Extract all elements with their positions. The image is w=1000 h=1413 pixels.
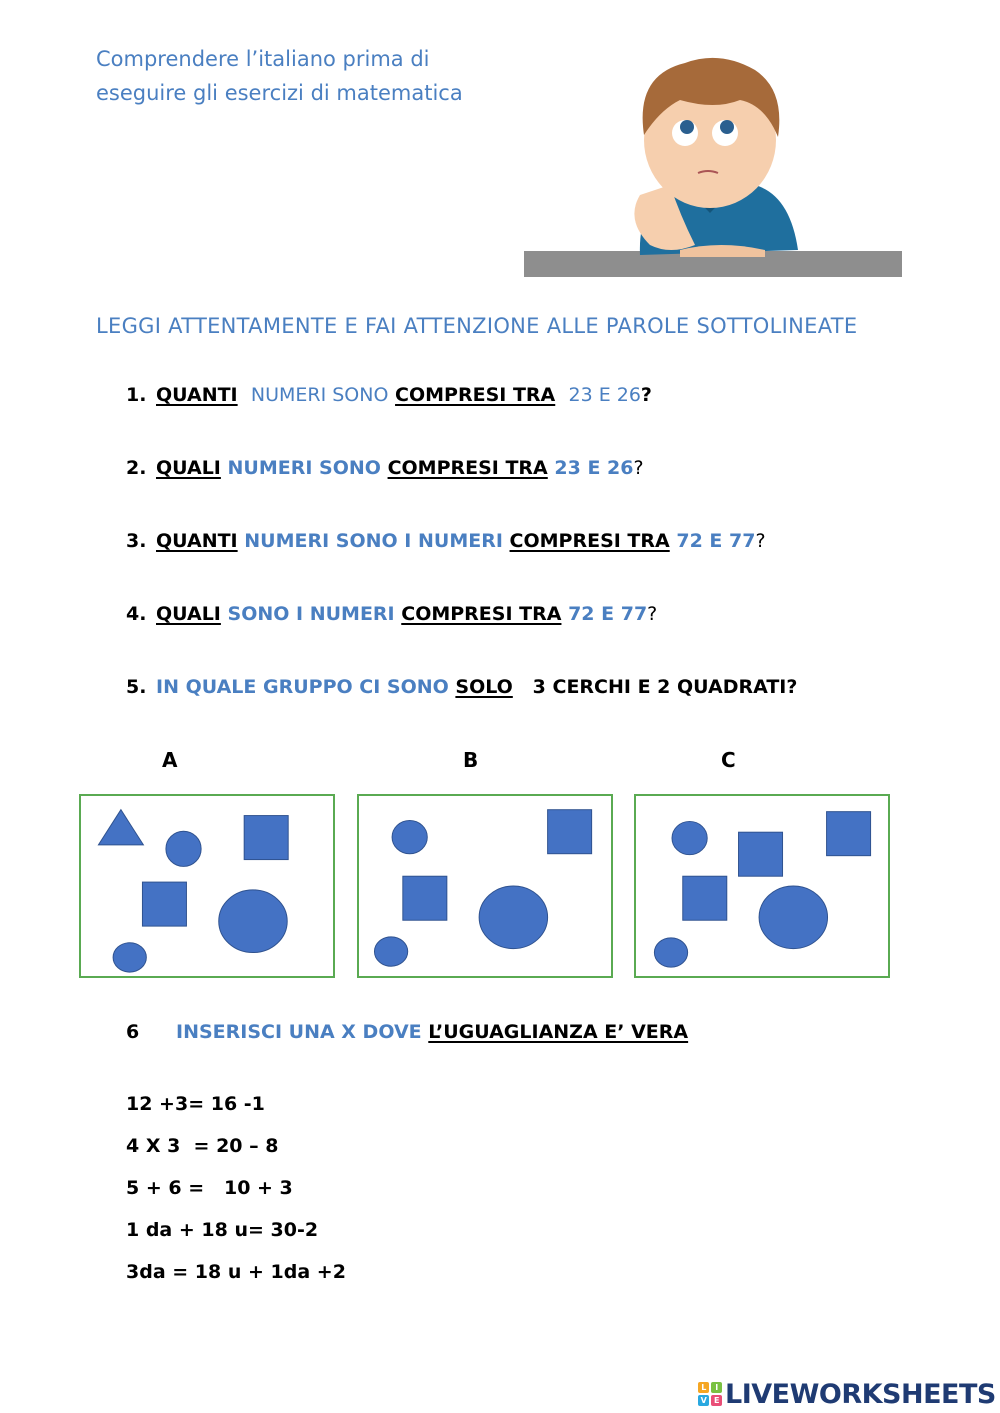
group-a-box[interactable] bbox=[79, 794, 335, 978]
circle-shape bbox=[759, 886, 827, 949]
square-shape bbox=[142, 882, 186, 926]
instruction-text: LEGGI ATTENTAMENTE E FAI ATTENZIONE ALLE PAROLE SOTTOLINEATE bbox=[96, 314, 858, 338]
header-title-line2: eseguire gli esercizi di matematica bbox=[96, 81, 463, 105]
equation-2[interactable]: 4 X 3 = 20 – 8 bbox=[126, 1135, 279, 1157]
header-title bbox=[96, 42, 516, 110]
group-label-b: B bbox=[463, 748, 479, 772]
question-6: 6 INSERISCI UNA X DOVE L’UGUAGLIANZA E’ VERA bbox=[126, 1021, 689, 1043]
circle-shape bbox=[166, 831, 201, 866]
square-shape bbox=[244, 816, 288, 860]
logo-mark-icon: L I V E bbox=[698, 1382, 722, 1406]
question-number: 3. bbox=[126, 530, 147, 552]
question-number: 2. bbox=[126, 457, 147, 479]
group-b-box[interactable] bbox=[357, 794, 613, 978]
logo-text: LIVEWORKSHEETS bbox=[725, 1378, 996, 1410]
question-5: 5. IN QUALE GRUPPO CI SONO SOLO 3 CERCHI E 2 QUADRATI? bbox=[126, 676, 798, 698]
square-shape bbox=[683, 876, 727, 920]
group-label-a: A bbox=[162, 748, 178, 772]
question-4: 4. QUALI SONO I NUMERI COMPRESI TRA 72 E 77? bbox=[126, 603, 658, 625]
group-label-c: C bbox=[721, 748, 736, 772]
triangle-shape bbox=[98, 810, 143, 845]
circle-shape bbox=[374, 937, 407, 966]
question-number: 5. bbox=[126, 676, 147, 698]
circle-shape bbox=[392, 820, 427, 853]
equation-5[interactable]: 3da = 18 u + 1da +2 bbox=[126, 1261, 346, 1283]
circle-shape bbox=[654, 938, 687, 967]
question-number: 6 bbox=[126, 1021, 140, 1043]
question-1: 1. QUANTI NUMERI SONO COMPRESI TRA 23 E 26? bbox=[126, 384, 652, 406]
question-number: 4. bbox=[126, 603, 147, 625]
thinking-boy-illustration bbox=[520, 45, 910, 280]
question-3: 3. QUANTI NUMERI SONO I NUMERI COMPRESI TRA 72 E 77? bbox=[126, 530, 766, 552]
equation-1[interactable]: 12 +3= 16 -1 bbox=[126, 1093, 265, 1115]
equation-4[interactable]: 1 da + 18 u= 30-2 bbox=[126, 1219, 319, 1241]
square-shape bbox=[548, 810, 592, 854]
liveworksheets-logo bbox=[698, 1378, 996, 1410]
question-2: 2. QUALI NUMERI SONO COMPRESI TRA 23 E 26? bbox=[126, 457, 644, 479]
question-number: 1. bbox=[126, 384, 147, 406]
header-title-line1: Comprendere l’italiano prima di bbox=[96, 47, 430, 71]
circle-shape bbox=[113, 943, 146, 972]
circle-shape bbox=[479, 886, 547, 949]
equation-3[interactable]: 5 + 6 = 10 + 3 bbox=[126, 1177, 293, 1199]
square-shape bbox=[827, 812, 871, 856]
circle-shape bbox=[672, 821, 707, 854]
group-c-box[interactable] bbox=[634, 794, 890, 978]
circle-shape bbox=[219, 890, 287, 953]
square-shape bbox=[739, 832, 783, 876]
square-shape bbox=[403, 876, 447, 920]
